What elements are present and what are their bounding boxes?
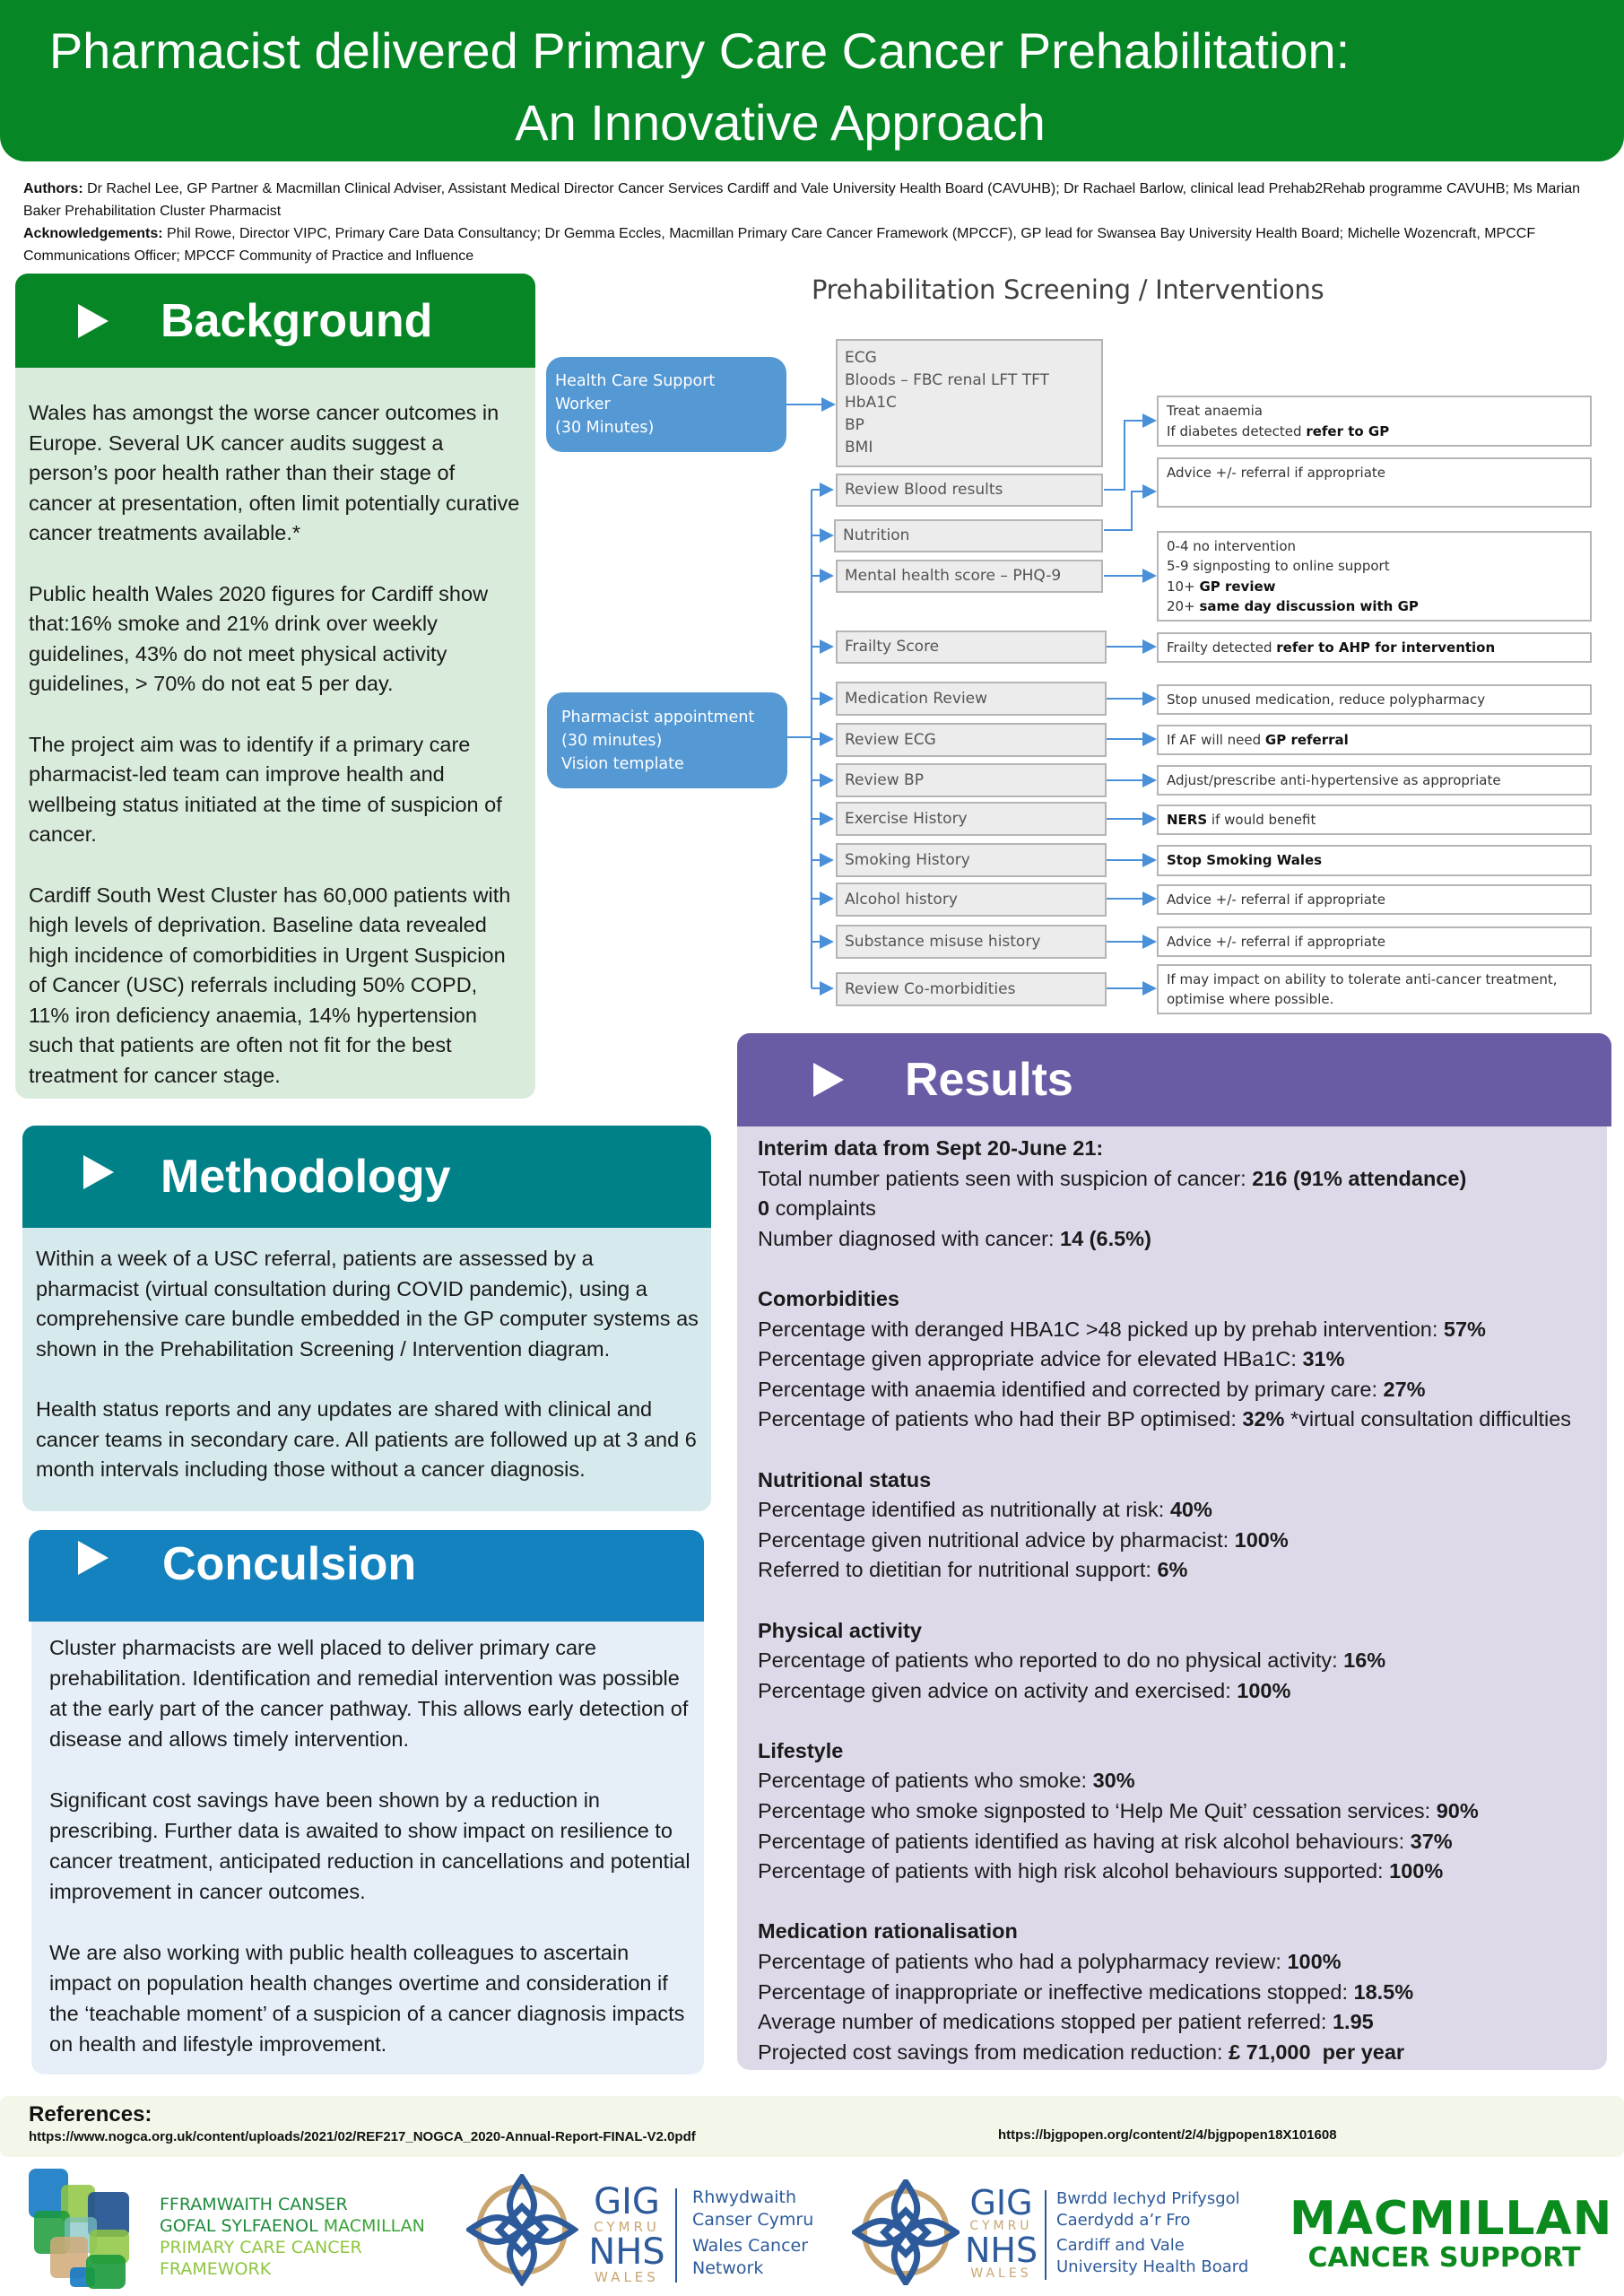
wcn-text [692,2187,813,2280]
stat-value: 16% [1343,1648,1386,1673]
cymru-text: CYMRU [594,2219,660,2235]
outcome-smoking [1157,845,1592,876]
mpccf-line: FRAMEWORK [160,2259,272,2279]
conclusion-paragraph: Significant cost savings have been shown by a reduction in prescribing. Further data is awaited to show impact on resilience to cancer treatment, anticipated reduction in cancellations and potential improvement in cancer outcomes. [49,1788,690,1903]
stat-label: Percentage of patients who had their BP optimised: [758,1407,1243,1431]
outcome-text: Stop unused medication, reduce polypharmacy [1167,691,1486,708]
stat-value: 40% [1169,1498,1212,1522]
pharmacist-line: Pharmacist appointment [561,708,755,726]
stat-label: Projected cost savings from medication reduction: [758,2039,1229,2064]
stat-label: Percentage of inappropriate or ineffective medications stopped: [758,1979,1354,2004]
conclusion-header [29,1530,704,1622]
hcsw-line: (30 Minutes) [555,419,655,437]
outcome-text: 0-4 no intervention [1167,537,1297,554]
results-stat [758,1947,1598,1978]
cav-line: University Health Board [1056,2257,1249,2276]
conclusion-paragraph: Cluster pharmacists are well placed to deliver primary care prehabilitation. Identification and remedial intervention was possible at the early part of the cancer pathway. This allows early detection of disease and allows timely intervention. [49,1636,689,1751]
play-triangle-icon [78,1541,109,1575]
outcome-bold: refer to AHP for intervention [1276,639,1496,656]
poster-title-line2: An Innovative Approach [515,94,1046,151]
outcome-bold: NERS [1167,811,1208,828]
authors-label: Authors: [23,181,83,196]
mpccf-line: PRIMARY CARE CANCER [160,2238,362,2257]
mpccf-part: MACMILLAN [323,2216,425,2236]
outcome-frailty [1157,632,1592,663]
outcome-text [1167,810,1582,831]
hcsw-line: Worker [555,396,611,413]
stat-value: £ 71,000 per year [1229,2039,1405,2064]
results-nutrition-group [758,1465,1598,1586]
diagram-title: Prehabilitation Screening / Interventions [812,274,1324,305]
outcome-text [1167,577,1582,597]
stat-value: 90% [1436,1799,1479,1823]
methodology-header [22,1126,711,1228]
stat-value: 0 [758,1196,770,1221]
logo-divider [675,2188,677,2283]
outcome-normal: 10+ [1167,578,1200,595]
outcome-normal: 20+ [1167,598,1200,614]
mpccf-line [160,2215,425,2237]
step-review-bp: Review BP [836,763,1107,797]
macmillan-wordmark: MACMILLAN [1290,2192,1613,2246]
conclusion-body [31,1622,704,2074]
stat-label: Number diagnosed with cancer: [758,1226,1061,1250]
methodology-paragraph: Within a week of a USC referral, patients are assessed by a pharmacist (virtual consultation during COVID pandemic), using a comprehensive care bundle embedded in the GP computer systems as shown in the Prehabilitation Screening / Intervention diagram. [36,1247,699,1361]
results-stat [758,1526,1598,1556]
results-stat [758,1796,1598,1827]
outcome-normal: If diabetes detected [1167,422,1307,439]
results-group-heading: Physical activity [758,1618,922,1642]
wcn-line: Rhwydwaith [692,2187,797,2207]
check-item: HbA1C [845,394,897,412]
stat-value: 57% [1443,1317,1486,1341]
acknowledgements-text: Phil Rowe, Director VIPC, Primary Care Data Consultancy; Dr Gemma Eccles, Macmillan Primary Care Cancer Framework (MPCCF), GP lead for Swansea Bay University Health Board; Michelle Wozencraft, MPCCF Communications Officer; MPCCF Community of Practice and Influence [23,226,1536,264]
results-stat [758,1405,1598,1435]
stat-value: 27% [1383,1377,1426,1401]
stat-label: Percentage identified as nutritionally at risk: [758,1498,1170,1522]
results-stat [758,1495,1598,1526]
diagram-connectors [0,0,1624,1031]
step-review-blood: Review Blood results [836,474,1103,507]
stat-label: Percentage with anaemia identified and corrected by primary care: [758,1377,1384,1401]
cymru-text: CYMRU [969,2219,1033,2233]
nhs-wales-wordmark [963,2183,1039,2282]
outcome-text: Treat anaemia [1167,403,1263,419]
cav-line: Cardiff and Vale [1056,2236,1185,2255]
outcome-text: Advice +/- referral if appropriate [1167,891,1386,908]
outcome-ecg [1157,725,1592,755]
results-body [737,1126,1607,2070]
results-heading: Results [905,1054,1073,1106]
step-nutrition: Nutrition [834,519,1103,552]
results-stat [758,2007,1598,2038]
outcome-medication [1157,684,1592,715]
cav-line: Caerdydd a’r Fro [1056,2211,1191,2230]
logo-divider [1045,2190,1046,2280]
references-heading: References: [29,2102,152,2126]
outcome-text: Adjust/prescribe anti-hypertensive as appropriate [1167,771,1501,788]
gig-text: GIG [969,2183,1033,2222]
outcome-normal: Frailty detected [1167,639,1277,656]
stat-label: Percentage of patients who had a polypharmacy review: [758,1950,1288,1974]
gig-text: GIG [594,2181,660,2222]
stat-value: 37% [1410,1829,1453,1853]
stat-label: Average number of medications stopped per patient referred: [758,2010,1333,2034]
stat-value: 30% [1092,1769,1135,1793]
mpccf-squares-icon [25,2161,155,2289]
wales-text: WALES [970,2266,1032,2281]
outcome-text: Advice +/- referral if appropriate [1167,933,1386,950]
results-interim-group [758,1134,1598,1254]
background-paragraph: Public health Wales 2020 figures for Cardiff show that:16% smoke and 21% drink over weekly guidelines, 43% do not meet physical activity guidelines, > 70% do not eat 5 per day. [29,581,489,696]
stat-label: complaints [769,1196,876,1221]
results-stat [758,1857,1598,1887]
outcome-bold: same day discussion with GP [1199,598,1419,614]
step-review-comorbidities: Review Co-morbidities [836,972,1107,1006]
nhs-wales-knot-icon [466,2174,578,2286]
mpccf-logo-text [160,2194,425,2280]
poster-title-line1: Pharmacist delivered Primary Care Cancer Prehabilitation: [48,22,1350,79]
results-comorbidities-group [758,1284,1598,1435]
stat-value: 14 (6.5%) [1060,1226,1151,1250]
check-item: ECG [845,349,877,367]
stat-value: 100% [1234,1527,1289,1552]
outcome-text [1167,638,1582,658]
stat-value: 31% [1302,1347,1345,1371]
outcome-text [1167,596,1582,617]
results-stat [758,1194,1598,1224]
outcome-comorbidities [1157,964,1592,1014]
stat-value: 100% [1287,1950,1342,1974]
mpccf-line: FFRAMWAITH CANSER [160,2195,348,2214]
stat-value: 100% [1237,1678,1291,1702]
conclusion-paragraph: We are also working with public health colleagues to ascertain impact on population health changes overtime and consideration if the ‘teachable moment’ of a suspicion of a cancer diagnosis impacts on health and lifestyle improvement. [49,1941,685,2056]
cav-text [1056,2188,1248,2278]
methodology-heading: Methodology [161,1151,451,1203]
play-triangle-icon [83,1155,114,1189]
stat-value: 18.5% [1353,1979,1414,2004]
outcome-text: Advice +/- referral if appropriate [1167,465,1386,481]
play-triangle-icon [813,1063,844,1097]
background-heading: Background [161,294,433,347]
stat-label: Percentage of patients identified as having at risk alcohol behaviours: [758,1829,1411,1853]
hcsw-checks-box [836,339,1103,467]
pharmacist-line: Vision template [561,754,684,773]
results-stat [758,1344,1598,1375]
results-stat [758,1827,1598,1857]
results-stat [758,1646,1598,1676]
hcsw-line: Health Care Support [555,372,716,390]
mpccf-part: GOFAL SYLFAENOL [160,2216,324,2236]
results-group-heading: Nutritional status [758,1467,932,1492]
conclusion-heading: Conculsion [162,1538,417,1590]
outcome-normal: if would benefit [1207,811,1316,828]
outcome-blood [1157,396,1592,447]
stat-label: Percentage who smoke signposted to ‘Help Me Quit’ cessation services: [758,1799,1437,1823]
wales-text: WALES [595,2269,659,2285]
check-item: BMI [845,439,873,457]
step-exercise-history: Exercise History [836,802,1107,836]
outcome-text [1167,850,1582,871]
results-stat [758,1375,1598,1405]
results-group-heading: Lifestyle [758,1738,844,1762]
outcome-text: If may impact on ability to tolerate anti-cancer treatment, [1167,970,1558,987]
nhs-text: NHS [588,2231,665,2273]
outcome-bold: refer to GP [1306,422,1390,439]
results-stat [758,2038,1598,2068]
methodology-body [22,1228,711,1511]
outcome-bold: GP referral [1264,731,1349,748]
step-mental-health: Mental health score – PHQ-9 [836,560,1103,593]
wcn-line: Wales Cancer [692,2236,809,2256]
outcome-text [1167,422,1582,442]
stat-label: Percentage given advice on activity and exercised: [758,1678,1238,1702]
results-medication-group [758,1917,1598,2067]
pharmacist-line: (30 minutes) [561,731,663,750]
stat-label: Referred to dietitian for nutritional support: [758,1558,1158,1582]
pharmacist-appointment-box [547,692,787,788]
outcome-text: optimise where possible. [1167,991,1334,1007]
stat-note: *virtual consultation difficulties [1284,1407,1572,1431]
results-header [737,1033,1611,1126]
results-stat [758,1676,1598,1707]
reference-link-bjgp[interactable]: https://bjgpopen.org/content/2/4/bjgpopen18X101608 [998,2127,1337,2143]
macmillan-tagline: CANCER SUPPORT [1307,2242,1581,2274]
results-stat [758,1224,1598,1255]
authors-text: Dr Rachel Lee, GP Partner & Macmillan Clinical Adviser, Assistant Medical Director Cancer Services Cardiff and Vale University Health Board (CAVUHB); Dr Rachael Barlow, clinical lead Prehab2Rehab programme CAVUHB; Ms Marian Baker Prehabilitation Cluster Pharmacist [23,181,1581,219]
results-physical-group [758,1616,1598,1707]
results-interim-heading: Interim data from Sept 20-June 21: [758,1136,1104,1160]
background-paragraph: Wales has amongst the worse cancer outcomes in Europe. Several UK cancer audits suggest a person’s poor health rather than their stage of cancer at presentation, often limit potentially curative cancer treatments available.* [29,401,520,545]
outcome-text: 5-9 signposting to online support [1167,558,1390,574]
outcome-alcohol [1157,884,1592,915]
step-smoking-history: Smoking History [836,843,1107,877]
results-group-heading: Comorbidities [758,1286,899,1310]
nhs-wales-knot-icon [852,2179,960,2285]
outcome-bold: Stop Smoking Wales [1167,852,1323,869]
outcome-substance [1157,926,1592,957]
acknowledgements-label: Acknowledgements: [23,226,163,241]
stat-label: Percentage of patients who smoke: [758,1769,1093,1793]
check-item: Bloods – FBC renal LFT TFT [845,371,1049,389]
stat-label: Percentage given nutritional advice by pharmacist: [758,1527,1235,1552]
results-stat [758,1315,1598,1345]
stat-value: 6% [1157,1558,1188,1582]
results-stat [758,1164,1598,1195]
outcome-normal: If AF will need [1167,731,1265,748]
background-paragraph: Cardiff South West Cluster has 60,000 patients with high levels of deprivation. Baseline data revealed high incidence of comorbidities in Urgent Suspicion of Cancer (USC) referrals including 50% COPD, 11% iron deficiency anaemia, 14% hypertension such that patients are often not fit for the best treatment for cancer stage. [29,883,511,1088]
step-alcohol-history: Alcohol history [836,883,1107,917]
reference-link-nogca[interactable]: https://www.nogca.org.uk/content/uploads/2021/02/REF217_NOGCA_2020-Annual-Report-FINAL-V2.0pdf [29,2129,696,2144]
step-review-ecg: Review ECG [836,723,1107,757]
results-stat [758,1766,1598,1796]
stat-label: Total number patients seen with suspicion of cancer: [758,1166,1253,1190]
results-stat [758,1555,1598,1586]
stat-value: 100% [1389,1859,1444,1883]
nhs-wales-wordmark [586,2181,667,2285]
stat-label: Percentage of patients who reported to do no physical activity: [758,1648,1344,1673]
wcn-line: Network [692,2258,764,2278]
step-frailty: Frailty Score [836,631,1107,664]
results-stat [758,1978,1598,2008]
check-item: BP [845,416,864,434]
step-substance-misuse: Substance misuse history [836,925,1107,959]
outcome-bp [1157,765,1592,796]
methodology-paragraph: Health status reports and any updates are shared with clinical and cancer teams in secondary care. All patients are followed up at 3 and 6 month intervals including those without a cancer diagnosis. [36,1396,697,1482]
stat-label: Percentage with deranged HBA1C >48 picked up by prehab intervention: [758,1317,1444,1341]
outcome-bold: GP review [1199,578,1276,595]
macmillan-logo [1290,2192,1613,2274]
references-panel [0,2096,1624,2157]
stat-label: Percentage of patients with high risk alcohol behaviours supported: [758,1859,1390,1883]
outcome-exercise [1157,804,1592,835]
hcsw-box [546,357,786,452]
stat-value: 32% [1242,1407,1285,1431]
nhs-text: NHS [964,2231,1038,2270]
stat-value: 1.95 [1332,2010,1374,2034]
background-paragraph: The project aim was to identify if a primary care pharmacist-led team can improve health and wellbeing status initiated at the time of suspicion of cancer. [29,732,502,847]
results-lifestyle-group [758,1736,1598,1887]
results-group-heading: Medication rationalisation [758,1919,1018,1944]
stat-value: 216 (91% attendance) [1252,1166,1467,1190]
step-medication-review: Medication Review [836,682,1107,716]
cav-line: Bwrdd Iechyd Prifysgol [1056,2189,1240,2208]
outcome-mental-health [1157,531,1592,622]
wcn-line: Canser Cymru [692,2210,814,2230]
outcome-text [1167,730,1582,751]
stat-label: Percentage given appropriate advice for elevated HBa1C: [758,1347,1303,1371]
outcome-nutrition [1157,457,1592,508]
